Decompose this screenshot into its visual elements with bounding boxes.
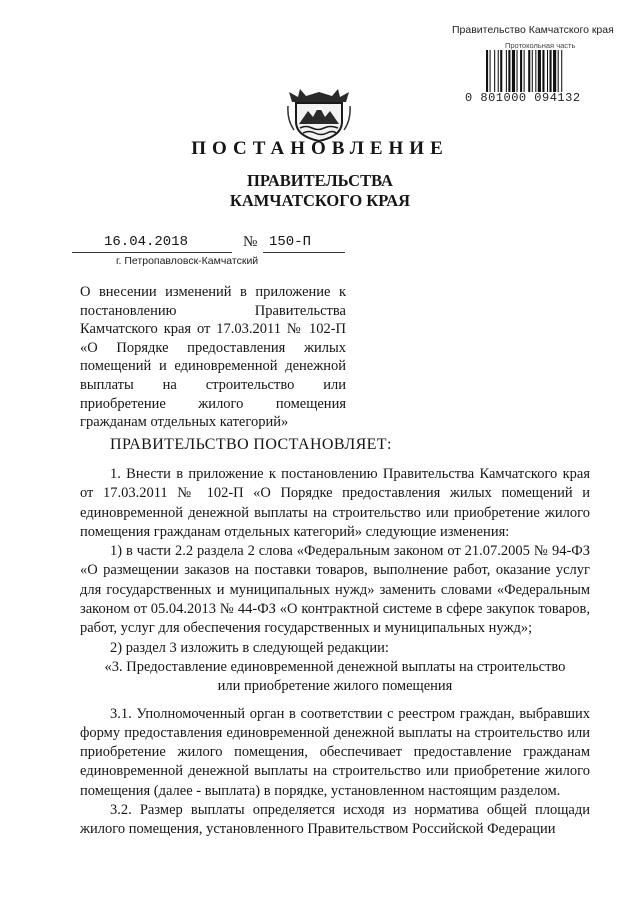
document-number: 150-П [269,234,312,250]
barcode-bar [506,50,507,92]
number-sign: № [243,234,258,250]
barcode-bar [490,50,491,92]
authority-line-2: КАМЧАТСКОГО КРАЯ [229,191,411,210]
authority-line-1: ПРАВИТЕЛЬСТВА [247,171,393,190]
barcode-bar [538,50,541,92]
barcode-bar [547,50,548,92]
barcode-bar [508,50,510,92]
paragraph-2: 1) в части 2.2 раздела 2 слова «Федеральным законом от 21.07.2005 № 94-ФЗ «О размещении заказов на поставки товаров, выполнение работ, оказание услуг для государственных и муниципальных нужд» заменить словами «Федеральным законом от 05.04.2013 № 44-ФЗ «О контрактной системе в сфере закупок товаров, работ, услуг для обеспечения государственных и муниципальных нужд»; [80,543,590,637]
number-underline [263,252,345,253]
barcode-bar [542,50,544,92]
document-type-title: ПОСТАНОВЛЕНИЕ [191,138,449,159]
barcode-bar [553,50,556,92]
stamp-organization: Правительство Камчатского края [452,24,614,36]
barcode-bar [532,50,533,92]
coat-of-arms-emblem [286,86,352,142]
barcode-bar [520,50,522,92]
barcode-bar [486,50,488,92]
date-underline [72,252,232,253]
barcode-bar [524,50,525,92]
paragraph-1: 1. Внести в приложение к постановлению Правительства Камчатского края от 17.03.2011 № 102-П «О Порядке предоставления жилых помещений и единовременной денежной выплаты на строительство или приобретение жилого помещения гражданам отдельных категорий» следующие изменения: [80,466,590,540]
barcode-bar [550,50,552,92]
barcode-bar [512,50,515,92]
stamp-number: 0 801000 094132 [465,91,581,105]
paragraph-3-2: 3.2. Размер выплаты определяется исходя из норматива общей площади жилого помещения, установленного Правительством Российской Федерации [80,802,590,838]
section-title-line-1: «3. Предоставление единовременной денежной выплаты на строительство [104,658,566,675]
barcode [486,50,610,92]
barcode-bar [494,50,495,92]
barcode-bar [528,50,530,92]
barcode-bar [498,50,499,92]
document-body [80,465,590,840]
barcode-bar [517,50,518,92]
resolution-heading: ПРАВИТЕЛЬСТВО ПОСТАНОВЛЯЕТ: [110,436,392,453]
barcode-bar [500,50,502,92]
document-date: 16.04.2018 [104,234,189,250]
issue-city: г. Петропавловск-Камчатский [116,255,259,267]
issuing-authority [0,171,640,211]
barcode-bar [561,50,562,92]
document-subject: О внесении изменений в приложение к постановлению Правительства Камчатского края от 17.03.2011 № 102-П «О Порядке предоставления жилых помещений и единовременной денежной выплаты на строительство или приобретение жилого помещения гражданам отдельных категорий» [80,284,346,431]
paragraph-3-1: 3.1. Уполномоченный орган в соответствии с реестром граждан, выбравших форму предоставления единовременной денежной выплаты на строительство или приобретение жилого помещения, обеспечивает предоставление гражданам единовременной денежной выплаты на строительство или приобретение жилого помещения (далее - выплата) в порядке, установленном настоящим разделом. [80,705,590,799]
barcode-bar [535,50,536,92]
section-title-line-2: или приобретение жилого помещения [217,678,453,695]
barcode-bar [558,50,559,92]
paragraph-3: 2) раздел 3 изложить в следующей редакции: [110,639,389,656]
stamp-mark: Протокольная часть [505,41,576,50]
